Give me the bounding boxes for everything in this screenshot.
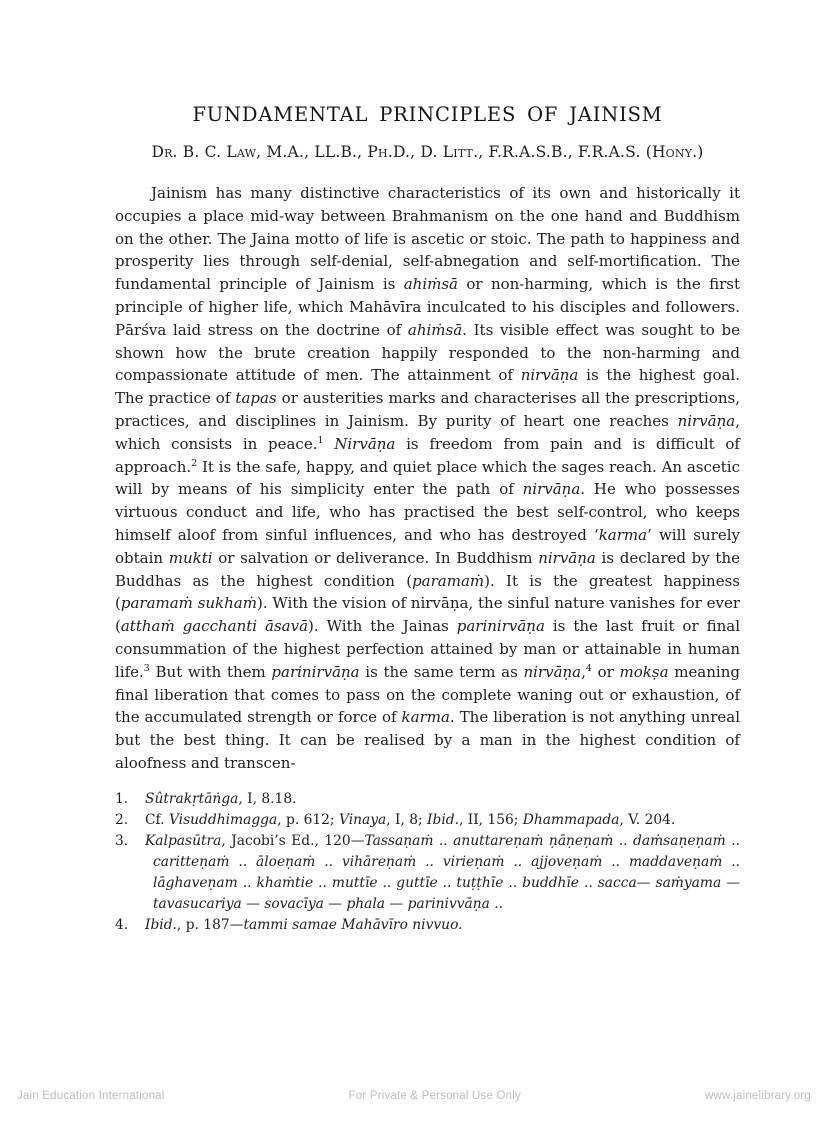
page-footer bbox=[17, 1090, 811, 1102]
footnote-4 bbox=[115, 915, 740, 936]
footnote-4-number: 4. bbox=[115, 916, 129, 933]
footnote-2-number: 2. bbox=[115, 811, 129, 828]
body-paragraph: Jainism has many distinctive characteristics of its own and historically it occupies a place mid-way between Brahmanism on the one hand and Buddhism on the other. The Jaina motto of life is ascetic or stoic. The path to happiness and prosperity lies through self-denial, self-abnegation and self-mortification. The fundamental principle of Jainism is ahiṁsā or non-harming, which is the first principle of higher life, which Mahāvīra inculcated to his disciples and followers. Pārśva laid stress on the doctrine of ahiṁsā. Its visible effect was sought to be shown how the brute creation happily responded to the non-harming and compassionate attitude of men. The attainment of nirvāṇa is the highest goal. The practice of tapas or austerities marks and characterises all the prescriptions, practices, and disciplines in Jainism. By purity of heart one reaches nirvāṇa, which consists in peace.$^1$ Nirvāṇa is freedom from pain and is difficult of approach.$^2$ It is the safe, happy, and quiet place which the sages reach. An ascetic will by means of his simplicity enter the path of nirvāṇa. He who possesses virtuous conduct and life, who has practised the best self-control, who keeps himself aloof from sinful influences, and who has destroyed ‘karma’ will surely obtain mukti or salvation or deliverance. In Buddhism nirvāṇa is declared by the Buddhas as the highest condition (paramaṁ). It is the greatest happiness (paramaṁ sukhaṁ). With the vision of nirvāṇa, the sinful nature vanishes for ever (atthaṁ gacchanti āsavā). With the Jainas parinirvāṇa is the last fruit or final consummation of the highest perfection attained by man or attainable in human life.$^3$ But with them parinirvāṇa is the same term as nirvāṇa,$^4$ or mokṣa meaning final liberation that comes to pass on the complete waning out or exhaustion, of the accumulated strength or force of karma. The liberation is not anything unreal but the best thing. It can be realised by a man in the highest condition of aloofness and transcen- bbox=[115, 184, 741, 772]
footnote-3-number: 3. bbox=[115, 832, 129, 849]
page-title: FUNDAMENTAL PRINCIPLES OF JAINISM bbox=[192, 103, 663, 126]
footnote-3 bbox=[115, 831, 740, 915]
footnote-3-text: Kalpasūtra, Jacobi’s Ed., 120—Tassaṇaṁ .. anuttareṇaṁ ṇāṇeṇaṁ .. daṁsaṇeṇaṁ .. caritteṇaṁ .. āloeṇaṁ .. vihāreṇaṁ .. virieṇaṁ .. ajjoveṇaṁ .. maddaveṇaṁ .. lāghaveṇam .. khaṁtie .. muttīe .. guttīe .. tuṭṭhīe .. buddhīe .. sacca— saṁyama — tavasucariya — sovacīya — phala — parinivvāṇa .. bbox=[145, 832, 740, 912]
footnotes-section bbox=[115, 789, 740, 936]
footnote-1 bbox=[115, 789, 740, 810]
footer-publisher: Jain Education International bbox=[17, 1090, 165, 1102]
footnote-2 bbox=[115, 810, 740, 831]
footnote-4-text: Ibid., p. 187—tammi samae Mahāvīro nivvuo. bbox=[145, 916, 463, 933]
author-byline: Dr. B. C. Law, M.A., LL.B., Ph.D., D. Litt., F.R.A.S.B., F.R.A.S. (Hony.) bbox=[151, 143, 704, 161]
footnote-2-text: Cf. Visuddhimagga, p. 612; Vinaya, I, 8; Ibid., II, 156; Dhammapada, V. 204. bbox=[145, 811, 676, 828]
footer-website: www.jainelibrary.org bbox=[704, 1090, 811, 1102]
footnote-1-text: Sûtrakṛtāṅga, I, 8.18. bbox=[145, 790, 297, 807]
footnote-1-number: 1. bbox=[115, 790, 129, 807]
footer-usage-notice: For Private & Personal Use Only bbox=[348, 1090, 521, 1102]
